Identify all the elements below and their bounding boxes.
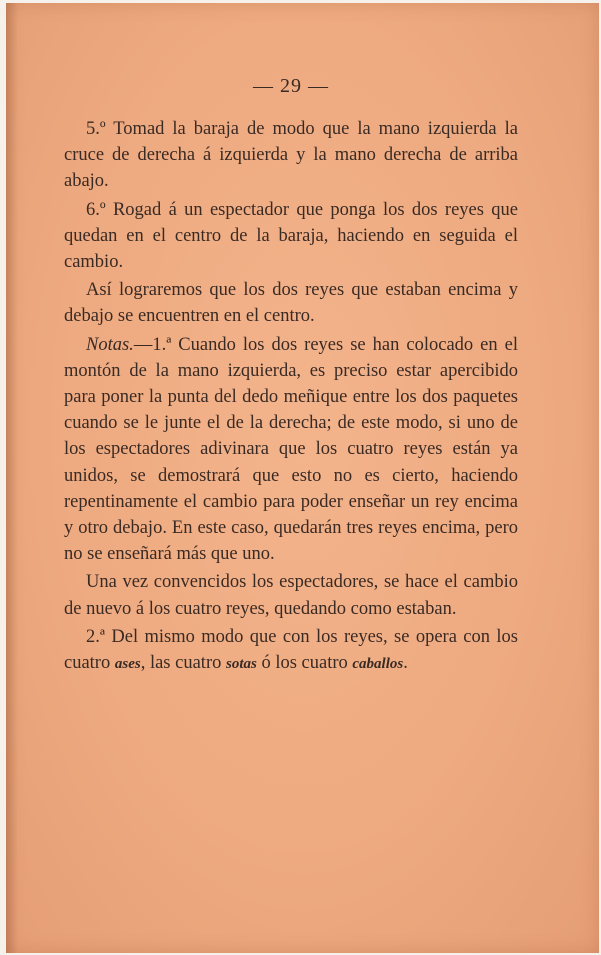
note-2-start: 2.ª Del mismo modo que con los reyes, se opera con los cuatro — [64, 626, 518, 674]
word-caballos: caballos — [352, 656, 404, 673]
paragraph-note-2 — [64, 624, 518, 677]
note-2-or: ó los cuatro — [256, 653, 353, 674]
paragraph-step-5: 5.º Tomad la baraja de modo que la mano izquierda la cruce de derecha á izquierda y la mano derecha de arriba abajo. — [64, 119, 518, 192]
page-text — [64, 63, 518, 677]
book-page — [6, 3, 599, 953]
paragraph-result: Así lograremos que los dos reyes que estaban encima y debajo se encuentren en el centro. — [64, 280, 518, 327]
note-2-end: . — [403, 653, 408, 674]
notes-label: Notas. — [86, 334, 134, 355]
notes-text: —1.ª Cuando los dos reyes se han colocado en el montón de la mano izquierda, es preciso estar apercibido para poner la punta del dedo meñique entre los dos paquetes cuando se le junte el de la derecha; de este modo, si uno de los espectadores adivinara que los cuatro reyes están ya unidos, se demostrará que esto no es cierto, haciendo repentinamente el cambio para poder enseñar un rey encima y otro debajo. En este caso, quedarán tres reyes encima, pero no se enseñará más que uno. — [64, 334, 518, 565]
word-sotas: sotas — [225, 656, 257, 673]
paragraph-notes — [64, 332, 518, 568]
paragraph-convinced: Una vez convencidos los espectadores, se hace el cambio de nuevo á los cuatro reyes, quedando como estaban. — [64, 572, 518, 619]
paragraph-step-6: 6.º Rogad á un espectador que ponga los dos reyes que quedan en el centro de la baraja, haciendo en seguida el cambio. — [64, 199, 518, 273]
page-number: — 29 — — [253, 75, 329, 97]
note-2-mid: , las cuatro — [140, 653, 226, 674]
word-ases: ases — [114, 656, 141, 673]
page-spine-shadow — [6, 3, 18, 953]
